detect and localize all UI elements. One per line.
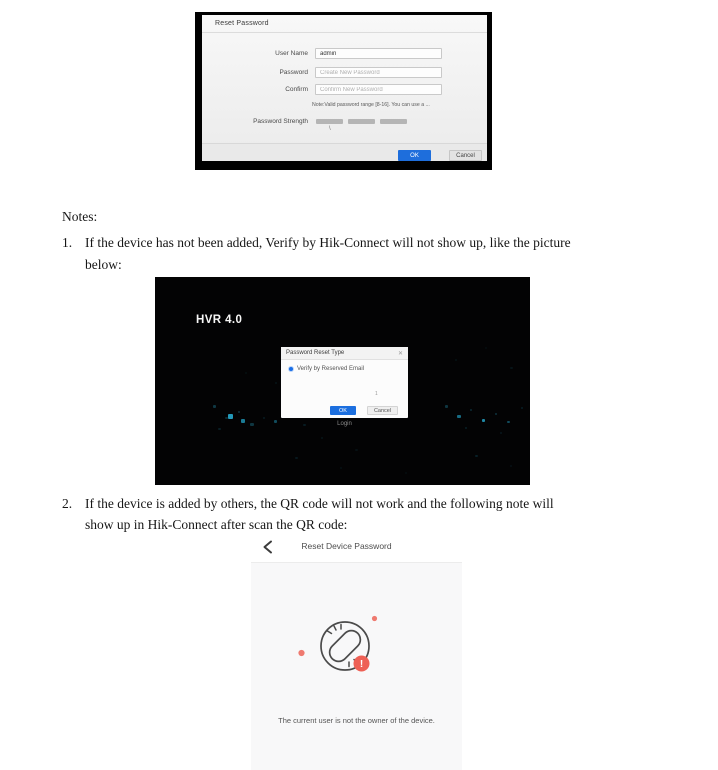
- list-number: 1.: [62, 235, 73, 250]
- noise-dot: [241, 419, 245, 423]
- radio-label: Verify by Reserved Email: [297, 366, 365, 372]
- hvr-logo: HVR 4.0: [196, 314, 243, 326]
- username-label: User Name: [275, 50, 308, 57]
- noise-dot: [521, 407, 523, 409]
- dialog-title: Reset Password: [215, 20, 269, 27]
- phone-body: [251, 562, 462, 770]
- confirm-input[interactable]: [315, 84, 442, 95]
- radio-selected-icon: [289, 367, 293, 371]
- dialog-header: [281, 347, 408, 360]
- noise-dot: [455, 359, 457, 361]
- password-label: Password: [279, 69, 308, 76]
- close-icon[interactable]: ✕: [397, 350, 403, 357]
- strength-label: Password Strength: [253, 118, 308, 125]
- login-label: Login: [337, 421, 352, 427]
- noise-dot: [475, 455, 478, 457]
- noise-dot: [321, 437, 323, 439]
- noise-dot: [340, 467, 342, 469]
- noise-dot: [245, 372, 247, 374]
- password-row: [202, 67, 487, 79]
- noise-dot: [470, 409, 472, 411]
- strength-bar: [348, 119, 375, 124]
- ok-button[interactable]: OK: [330, 406, 356, 415]
- broken-link-icon: [286, 596, 406, 696]
- page-title: Reset Device Password: [301, 541, 392, 551]
- confirm-label: Confirm: [285, 86, 308, 93]
- note-item-2-line2: show up in Hik-Connect after scan the QR code:: [85, 517, 348, 532]
- note-item-1-text: If the device has not been added, Verify by Hik-Connect will not show up, like the picture: [85, 235, 571, 250]
- list-number: 2.: [62, 496, 73, 511]
- nvr-reset-password-screenshot: [195, 12, 492, 170]
- noise-dot: [445, 405, 448, 408]
- noise-dot: [510, 465, 512, 467]
- noise-dot: [465, 427, 467, 429]
- hik-connect-screenshot: [251, 533, 462, 770]
- noise-dot: [238, 411, 240, 413]
- noise-dot: [228, 414, 233, 419]
- strength-meter: [316, 119, 407, 124]
- noise-dot: [482, 419, 485, 422]
- phone-header: [251, 533, 462, 562]
- ok-button[interactable]: OK: [398, 150, 431, 161]
- cancel-button[interactable]: Cancel: [367, 406, 398, 415]
- password-input[interactable]: [315, 67, 442, 78]
- noise-dot: [250, 423, 254, 426]
- password-reset-type-dialog: [281, 347, 408, 418]
- noise-dot: [213, 405, 216, 408]
- noise-dot: [495, 413, 497, 415]
- noise-dot: [275, 382, 277, 384]
- strength-bar: [380, 119, 407, 124]
- noise-dot: [355, 449, 358, 451]
- noise-dot: [457, 415, 461, 418]
- dialog-title: Password Reset Type: [286, 350, 345, 356]
- strength-bar: [316, 119, 343, 124]
- noise-dot: [218, 428, 221, 430]
- noise-dot: [510, 367, 513, 369]
- noise-dot: [500, 432, 502, 434]
- username-row: [202, 48, 487, 60]
- artifact-mark: 1: [375, 391, 378, 397]
- note-item-2: [62, 496, 662, 513]
- noise-dot: [507, 421, 510, 423]
- hvr-login-screenshot: [155, 277, 530, 485]
- decorative-dot: [372, 616, 377, 621]
- owner-message: The current user is not the owner of the device.: [278, 716, 435, 725]
- noise-dot: [274, 420, 277, 423]
- note-item-1: [62, 235, 662, 252]
- note-item-1-line2: below:: [85, 257, 122, 272]
- confirm-row: [202, 84, 487, 96]
- svg-text:!: !: [359, 658, 364, 670]
- username-input[interactable]: [315, 48, 442, 59]
- reset-password-dialog: [202, 15, 487, 161]
- noise-dot: [295, 457, 298, 459]
- notes-heading: Notes:: [62, 209, 98, 224]
- cancel-button[interactable]: Cancel: [449, 150, 482, 161]
- decorative-dot: [298, 650, 304, 656]
- divider: [202, 32, 487, 33]
- verify-email-option[interactable]: [281, 360, 408, 372]
- noise-dot: [263, 417, 265, 419]
- artifact-mark: \: [329, 126, 331, 132]
- noise-dot: [485, 347, 487, 349]
- password-note: Note:Valid password range [8-16]. You can use a ...: [312, 102, 430, 108]
- note-item-2-text: If the device is added by others, the QR code will not work and the following note will: [85, 496, 554, 511]
- dialog-footer: [202, 143, 487, 161]
- noise-dot: [405, 472, 407, 474]
